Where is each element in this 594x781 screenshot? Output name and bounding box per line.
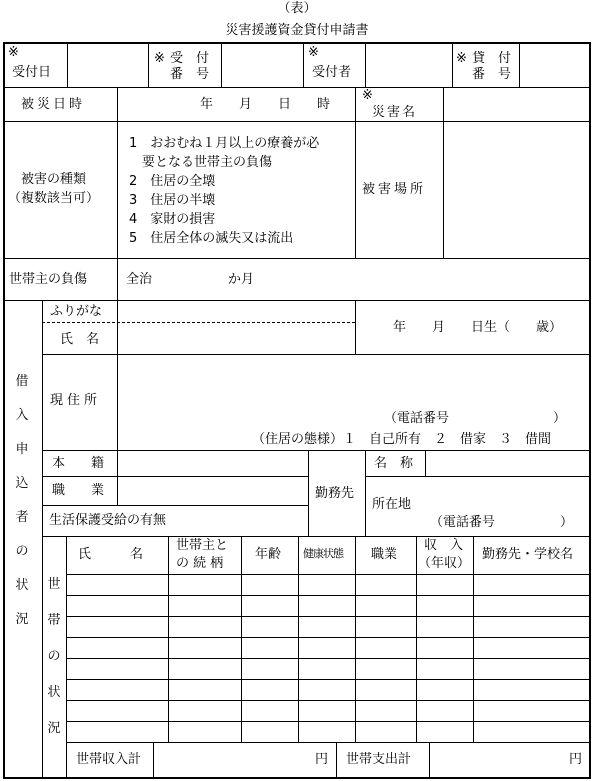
col-relation-header-2: の 続 柄: [176, 556, 224, 571]
householder-injury-label: 世帯主の負傷: [9, 272, 88, 287]
receipt-date-label: 受付日: [12, 65, 52, 80]
damage-item-4[interactable]: 4 家財の損害: [129, 212, 216, 227]
col-occupation-header: 職業: [371, 547, 398, 562]
welfare-label: 生活保護受給の有無: [49, 513, 167, 528]
loan-no-label-2: 番 号: [472, 67, 512, 82]
honseki-field[interactable]: [118, 451, 307, 475]
table-row[interactable]: [67, 575, 589, 595]
loan-no-field[interactable]: [520, 43, 588, 86]
col-age-header: 年齢: [255, 547, 282, 562]
honseki-label: 本 籍: [52, 456, 105, 471]
expense-yen-label: 円: [569, 752, 583, 767]
damage-item-3[interactable]: 3 住居の半壊: [129, 193, 216, 208]
damage-item-1-cont: 要となる世帯主の負傷: [129, 155, 273, 170]
income-total-field[interactable]: [154, 743, 304, 776]
damage-item-1[interactable]: 1 おおむね１月以上の療養が必: [129, 136, 320, 151]
receipt-no-field[interactable]: [222, 43, 302, 86]
household-side-label: 世 帯 の 状 況: [47, 577, 61, 736]
table-row[interactable]: [67, 617, 589, 637]
receiver-label: 受付者: [312, 65, 352, 80]
workplace-address-label: 所在地: [372, 497, 412, 512]
table-row[interactable]: [67, 596, 589, 616]
occupation-label: 職 業: [52, 483, 105, 498]
col-income-header-1: 収 入: [424, 538, 464, 553]
damage-type-label: 被害の種類: [21, 172, 87, 187]
address-phone[interactable]: （電話番号 ）: [384, 411, 567, 426]
disaster-datetime-label: 被災日時: [21, 97, 86, 112]
col-workplace-header: 勤務先・学校名: [482, 547, 574, 562]
income-yen-label: 円: [315, 752, 329, 767]
mark-receipt-no: ※: [154, 51, 165, 66]
col-income-header-2: （年収）: [418, 556, 471, 571]
expense-total-field[interactable]: [430, 743, 565, 776]
address-label: 現住所: [50, 393, 102, 408]
col-health-header: 健康状態: [303, 547, 343, 560]
workplace-label: 勤務先: [315, 486, 355, 501]
furigana-field[interactable]: [118, 301, 354, 321]
col-relation-header-1: 世帯主と: [176, 538, 229, 553]
workplace-address-field[interactable]: [426, 477, 588, 511]
table-row[interactable]: [67, 659, 589, 679]
applicant-side-label: 借 入 申 込 者 の 状 況: [15, 374, 29, 627]
mark-loan-no: ※: [456, 51, 467, 66]
full-recovery-label: 全治: [126, 272, 153, 287]
residence-type[interactable]: （住居の態様）１ 自己所有 ２ 借家 ３ 借間: [252, 432, 552, 447]
table-row[interactable]: [67, 722, 589, 742]
receipt-no-label-1: 受 付: [170, 51, 210, 66]
loan-no-label-1: 貸 付: [472, 51, 512, 66]
disaster-datetime-value[interactable]: 年 月 日 時: [200, 97, 331, 112]
damage-item-5[interactable]: 5 住居全体の滅失又は流出: [129, 231, 294, 246]
damage-item-2[interactable]: 2 住居の全壊: [129, 174, 216, 189]
address-field[interactable]: [118, 355, 588, 407]
damage-place-label: 被害場所: [362, 182, 427, 197]
mark-receipt-date: ※: [8, 45, 19, 60]
receipt-date-field[interactable]: [68, 43, 147, 86]
months-label: か月: [228, 272, 255, 287]
receipt-no-label-2: 番 号: [170, 67, 210, 82]
workplace-name-field[interactable]: [426, 451, 588, 475]
mark-disaster-name: ※: [362, 88, 373, 103]
birth-date-field[interactable]: 年 月 日生（ 歳）: [393, 320, 563, 335]
recovery-months-field[interactable]: [160, 262, 226, 294]
col-name-header: 氏 名: [78, 547, 144, 562]
receiver-field[interactable]: [366, 43, 451, 86]
mark-receiver: ※: [308, 45, 319, 60]
form-note: （表）: [277, 1, 317, 16]
name-label: 氏 名: [60, 332, 100, 347]
table-row[interactable]: [67, 638, 589, 658]
damage-type-sublabel: （複数該当可）: [8, 191, 100, 206]
table-row[interactable]: [67, 701, 589, 721]
form-title: 災害援護資金貸付申請書: [225, 23, 369, 38]
workplace-phone[interactable]: （電話番号 ）: [430, 515, 574, 530]
disaster-name-field[interactable]: [444, 88, 588, 120]
name-field[interactable]: [118, 324, 354, 353]
disaster-name-label: 災害名: [372, 105, 418, 120]
occupation-field[interactable]: [118, 477, 307, 504]
furigana-label: ふりがな: [50, 304, 103, 319]
income-total-label: 世帯収入計: [76, 752, 142, 767]
table-row[interactable]: [67, 680, 589, 700]
workplace-name-label: 名 称: [374, 456, 414, 471]
expense-total-label: 世帯支出計: [346, 752, 412, 767]
welfare-field[interactable]: [190, 506, 307, 535]
damage-place-field[interactable]: [444, 122, 588, 257]
